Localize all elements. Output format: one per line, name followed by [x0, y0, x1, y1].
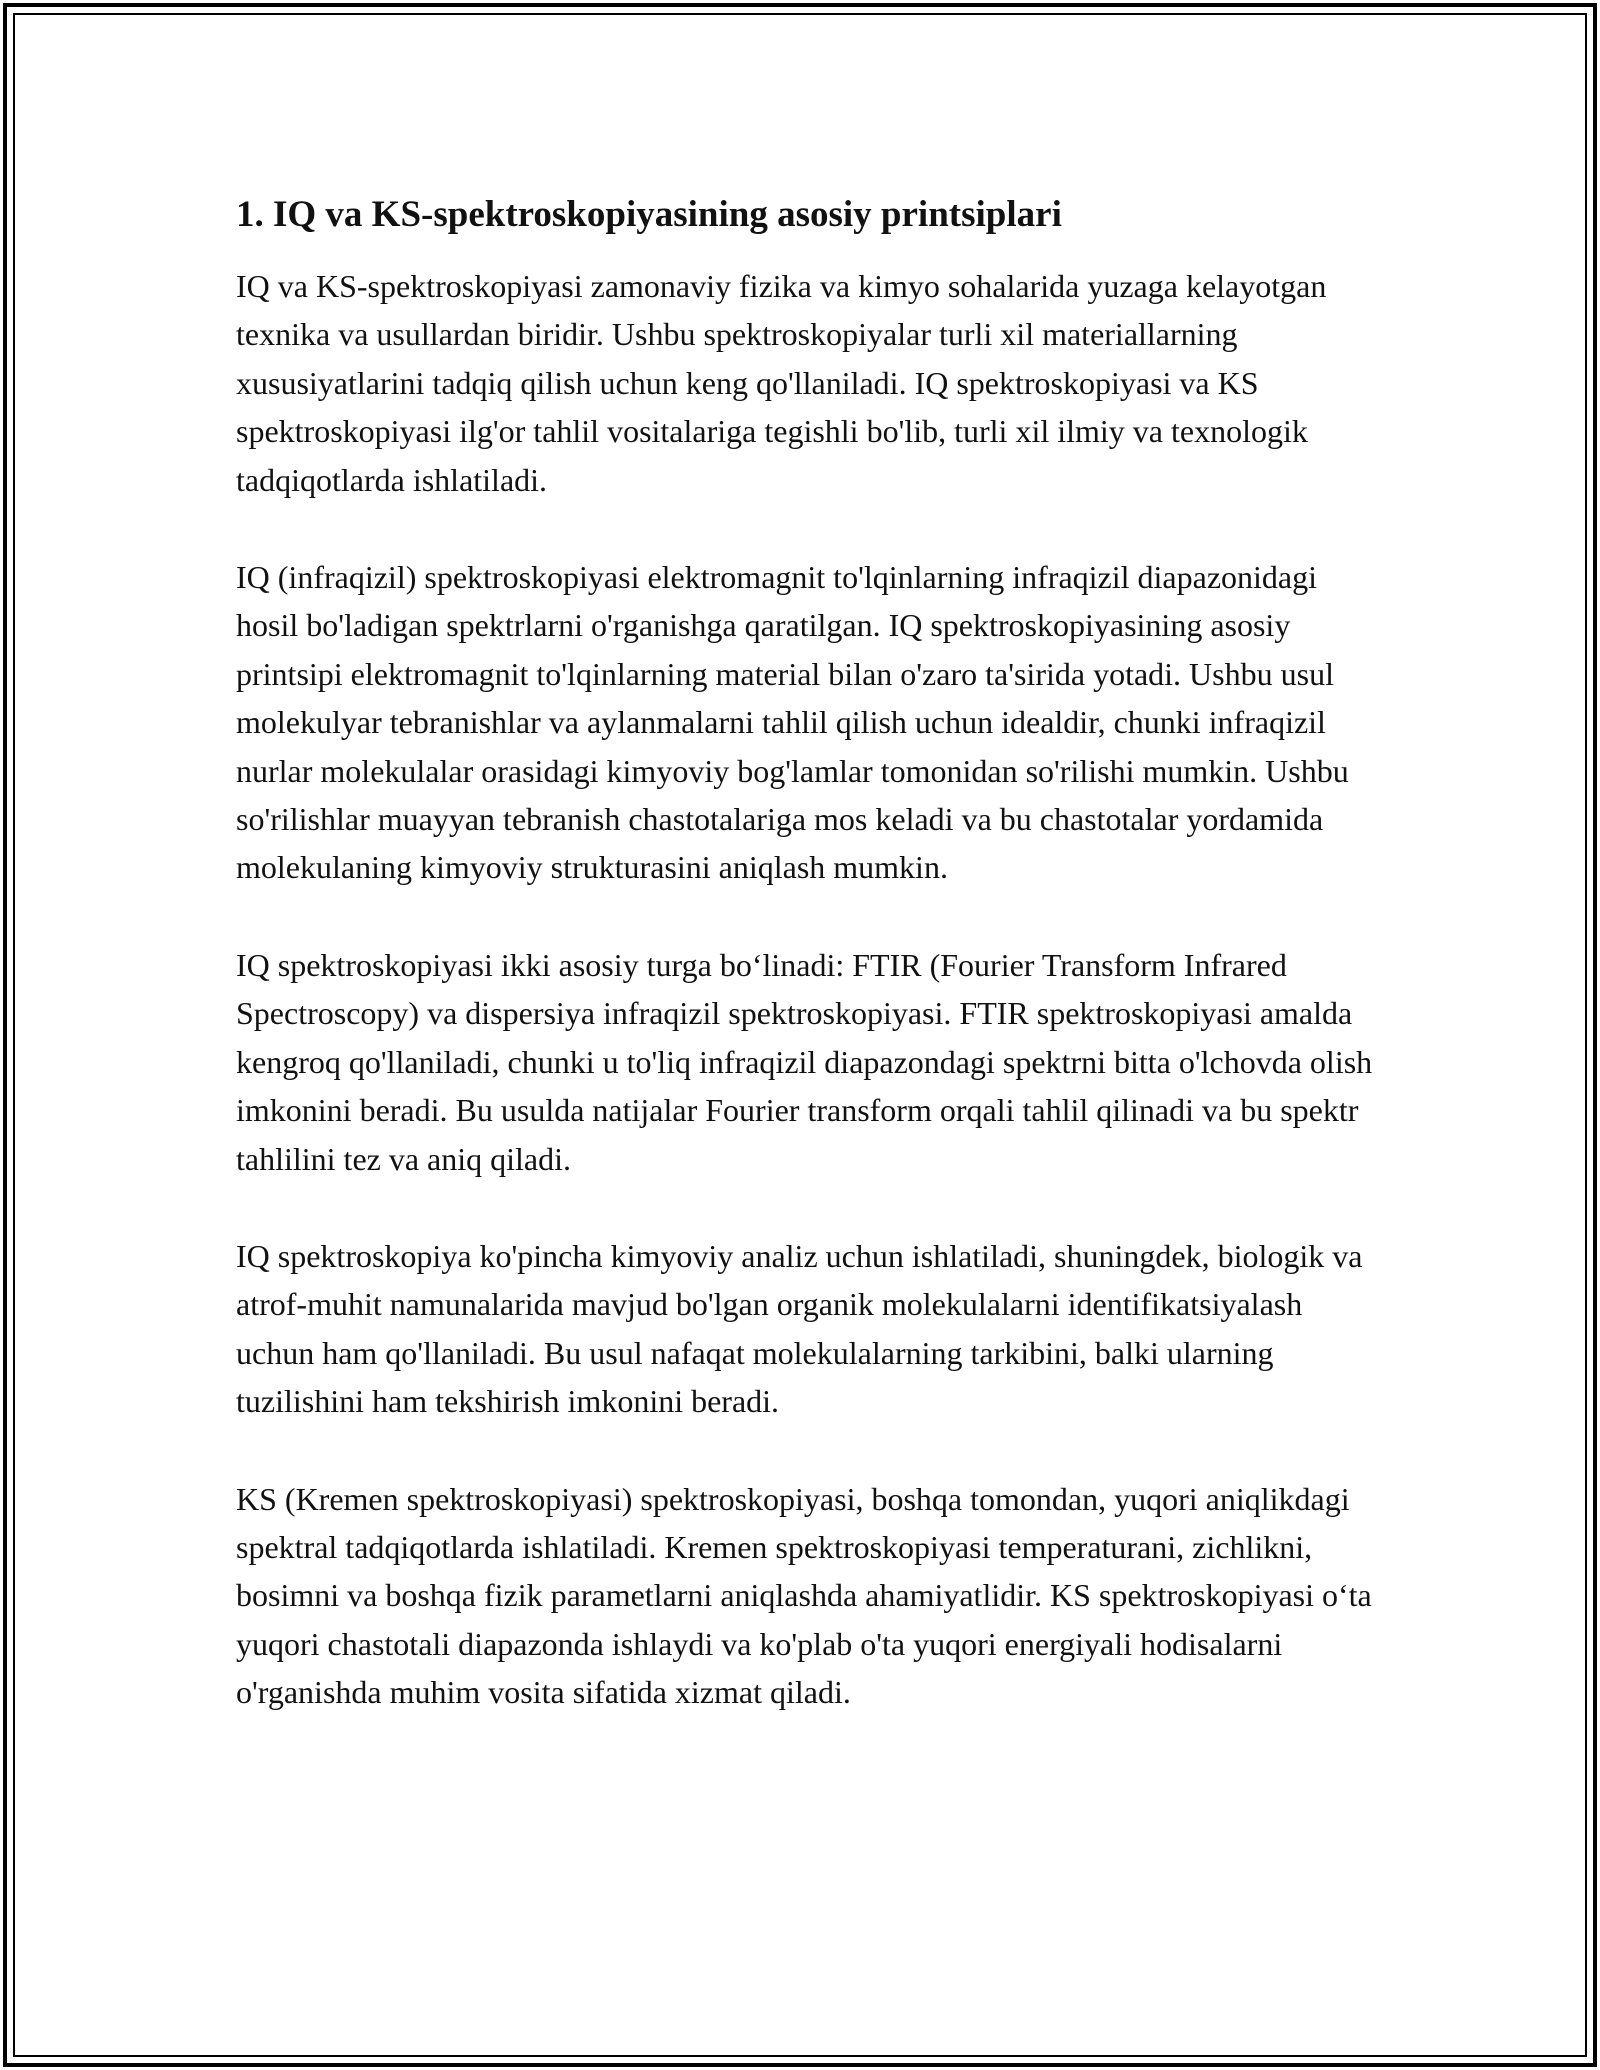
- document-body: [236, 190, 1386, 1766]
- section-heading: 1. IQ va KS-spektroskopiyasining asosiy printsiplari: [236, 194, 1062, 235]
- paragraph-intro: IQ va KS-spektroskopiyasi zamonaviy fizika va kimyo sohalarida yuzaga kelayotgan texnika va usullardan biridir. Ushbu spektroskopiyalar turli xil materiallarning xususiyatlarini tadqiq qilish uchun keng qo'llaniladi. IQ spektroskopiyasi va KS spektroskopiyasi ilg'or tahlil vositalariga tegishli bo'lib, turli xil ilmiy va texnologik tadqiqotlarda ishlatiladi.: [236, 268, 1327, 498]
- paragraph-iq-principle: IQ (infraqizil) spektroskopiyasi elektromagnit to'lqinlarning infraqizil diapazonidagi hosil bo'ladigan spektrlarni o'rganishga qaratilgan. IQ spektroskopiyasining asosiy printsipi elektromagnit to'lqinlarning material bilan o'zaro ta'sirida yotadi. Ushbu usul molekulyar tebranishlar va aylanmalarni tahlil qilish uchun idealdir, chunki infraqizil nurlar molekulalar orasidagi kimyoviy bog'lamlar tomonidan so'rilishi mumkin. Ushbu so'rilishlar muayyan tebranish chastotalariga mos keladi va bu chastotalar yordamida molekulaning kimyoviy strukturasini aniqlash mumkin.: [236, 559, 1349, 886]
- paragraph-iq-types: IQ spektroskopiyasi ikki asosiy turga bo‘linadi: FTIR (Fourier Transform Infrared Spectroscopy) va dispersiya infraqizil spektroskopiyasi. FTIR spektroskopiyasi amalda kengroq qo'llaniladi, chunki u to'liq infraqizil diapazondagi spektrni bitta o'lchovda olish imkonini beradi. Bu usulda natijalar Fourier transform orqali tahlil qilinadi va bu spektr tahlilini tez va aniq qiladi.: [236, 946, 1373, 1177]
- paragraph-ks-spectroscopy: KS (Kremen spektroskopiyasi) spektroskopiyasi, boshqa tomondan, yuqori aniqlikdagi spektral tadqiqotlarda ishlatiladi. Kremen spektroskopiyasi temperaturani, zichlikni, bosimni va boshqa fizik parametlarni aniqlashda ahamiyatlidir. KS spektroskopiyasi o‘ta yuqori chastotali diapazonda ishlaydi va ko'plab o'ta yuqori energiyali hodisalarni o'rganishda muhim vosita sifatida xizmat qiladi.: [236, 1480, 1372, 1711]
- paragraph-iq-applications: IQ spektroskopiya ko'pincha kimyoviy analiz uchun ishlatiladi, shuningdek, biologik va atrof-muhit namunalarida mavjud bo'lgan organik molekulalarni identifikatsiyalash uchun ham qo'llaniladi. Bu usul nafaqat molekulalarning tarkibini, balki ularning tuzilishini ham tekshirish imkonini beradi.: [236, 1237, 1363, 1420]
